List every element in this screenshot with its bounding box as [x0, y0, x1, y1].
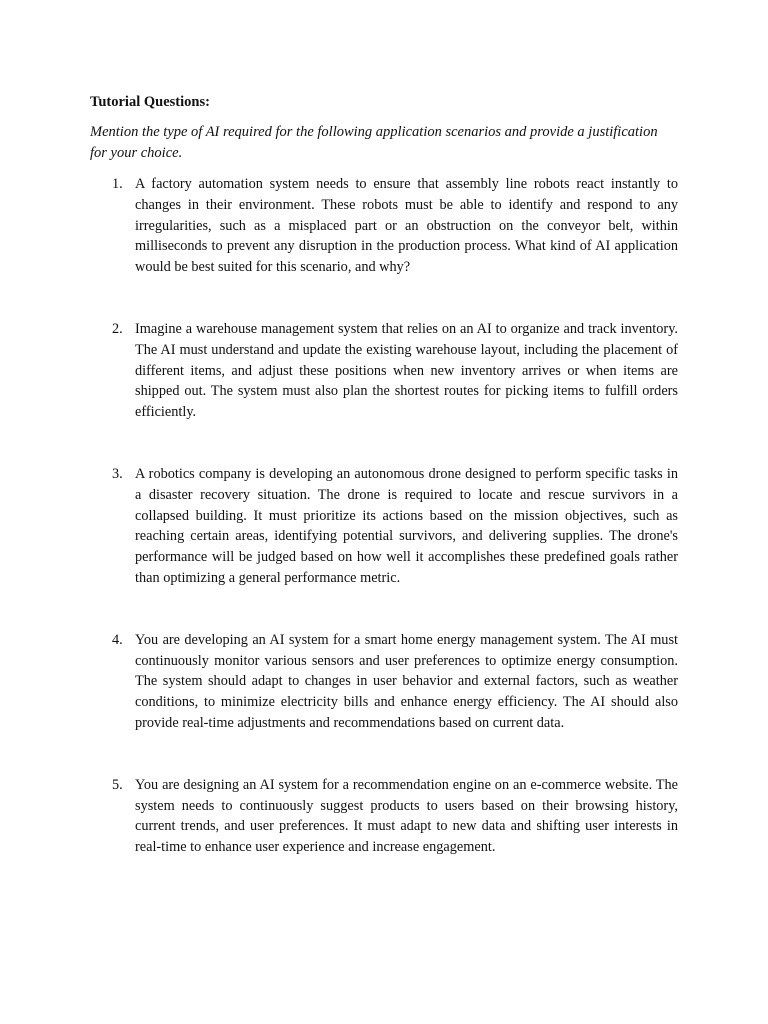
question-number: 5.: [112, 776, 123, 793]
question-text: You are designing an AI system for a recommendation engine on an e-commerce website. The system needs to continuously suggest products to users based on their browsing history, current trends, and user preferences. It must adapt to new data and shifting user interests in real-time to enhance user experience and increase engagement.: [135, 776, 678, 856]
question-item: [90, 319, 678, 423]
question-number: 4.: [112, 631, 123, 648]
page-heading: Tutorial Questions:: [90, 94, 210, 110]
question-number: 1.: [112, 176, 123, 192]
question-item: [90, 630, 678, 734]
question-number: 3.: [112, 465, 123, 482]
questions-list: [90, 174, 678, 858]
document-page: [90, 92, 678, 858]
question-number: 2.: [112, 320, 123, 337]
question-text: You are developing an AI system for a smart home energy management system. The AI must continuously monitor various sensors and user preferences to optimize energy consumption. The system should adapt to changes in user behavior and external factors, such as weather conditions, to minimize electricity bills and enhance energy efficiency. The AI should also provide real-time adjustments and recommendations based on current data.: [135, 631, 678, 731]
question-text: Imagine a warehouse management system that relies on an AI to organize and track inventory. The AI must understand and update the existing warehouse layout, including the placement of different items, and adjust these positions when new inventory arrives or when items are shipped out. The system must also plan the shortest routes for picking items to fulfill orders efficiently.: [135, 320, 678, 421]
question-text: A robotics company is developing an autonomous drone designed to perform specific tasks in a disaster recovery situation. The drone is required to locate and rescue survivors in a collapsed building. It must prioritize its actions based on the mission objectives, such as reaching certain areas, identifying potential survivors, and delivering supplies. The drone's performance will be judged based on how well it accomplishes these predefined goals rather than optimizing a general performance metric.: [135, 465, 678, 586]
question-item: [90, 174, 678, 278]
question-text: A factory automation system needs to ensure that assembly line robots react instantly to changes in their environment. These robots must be able to identify and respond to any irregularities, such as a misplaced part or an obstruction on the conveyor belt, within milliseconds to prevent any disruption in the production process. What kind of AI application would be best suited for this scenario, and why?: [135, 176, 678, 276]
question-item: [90, 464, 678, 589]
question-item: [90, 775, 678, 858]
instruction-text: Mention the type of AI required for the following application scenarios and provide a justification for your choice.: [90, 124, 658, 161]
